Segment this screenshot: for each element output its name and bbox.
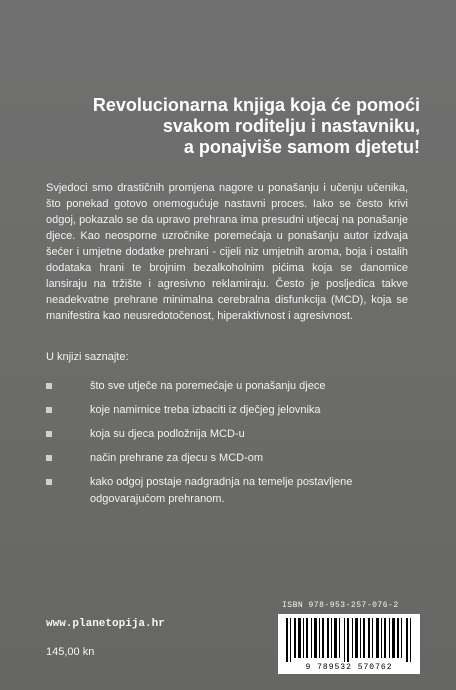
list-item <box>46 426 426 443</box>
description-paragraph: Svjedoci smo drastičnih promjena nagore u ponašanju i učenju učenika, što ponekad gotovo onemogućuje nastavni proces. Iako se često krivi odgoj, pokazalo se da upravo prehrana ima presudni utjecaj na ponašanje djece. Kao neosporne uzročnike poremećaja u ponašanju autor izdvaja šećer i umjetne dodatke prehrani - cijeli niz umjetnih aroma, boja i ostalih dodataka hrani te brojnim bezalkoholnim pićima koja se danomice lansiraju na tržište i agresivno reklamiraju. Često je posljedica takve neadekvatne prehrane minimalna cerebralna disfunkcija (MCD), koja se manifestira kao neusredotočenost, hiperaktivnost i agresivnost. <box>46 182 408 322</box>
list-intro: U knjizi saznajte: <box>46 351 129 363</box>
square-bullet-icon <box>46 383 52 389</box>
list-item-text: kako odgoj postaje nadgradnja na temelje postavljene odgovarajućom prehranom. <box>90 476 353 505</box>
bullet-list <box>46 378 426 515</box>
square-bullet-icon <box>46 431 52 437</box>
square-bullet-icon <box>46 479 52 485</box>
barcode <box>278 614 420 674</box>
list-item <box>46 450 426 467</box>
barcode-bars-icon <box>286 618 412 662</box>
headline-line-3: a ponajviše samom djetetu! <box>183 137 420 157</box>
price: 145,00 kn <box>46 646 95 658</box>
list-item-text: način prehrane za djecu s MCD-om <box>90 452 264 464</box>
headline <box>90 95 420 158</box>
list-item-text: koje namirnice treba izbaciti iz dječjeg jelovnika <box>90 404 321 416</box>
square-bullet-icon <box>46 455 52 461</box>
publisher-website: www.planetopija.hr <box>46 618 165 630</box>
square-bullet-icon <box>46 407 52 413</box>
isbn-label: ISBN 978-953-257-076-2 <box>282 601 399 610</box>
list-item <box>46 402 426 419</box>
list-item <box>46 474 426 508</box>
headline-line-2: svakom roditelju i nastavniku, <box>162 116 420 136</box>
list-item-text: što sve utječe na poremećaje u ponašanju djece <box>90 380 326 392</box>
list-item <box>46 378 426 395</box>
headline-line-1: Revolucionarna knjiga koja će pomoći <box>92 95 420 115</box>
barcode-digits: 9 789532 570762 <box>305 663 393 672</box>
list-item-text: koja su djeca podložnija MCD-u <box>90 428 245 440</box>
